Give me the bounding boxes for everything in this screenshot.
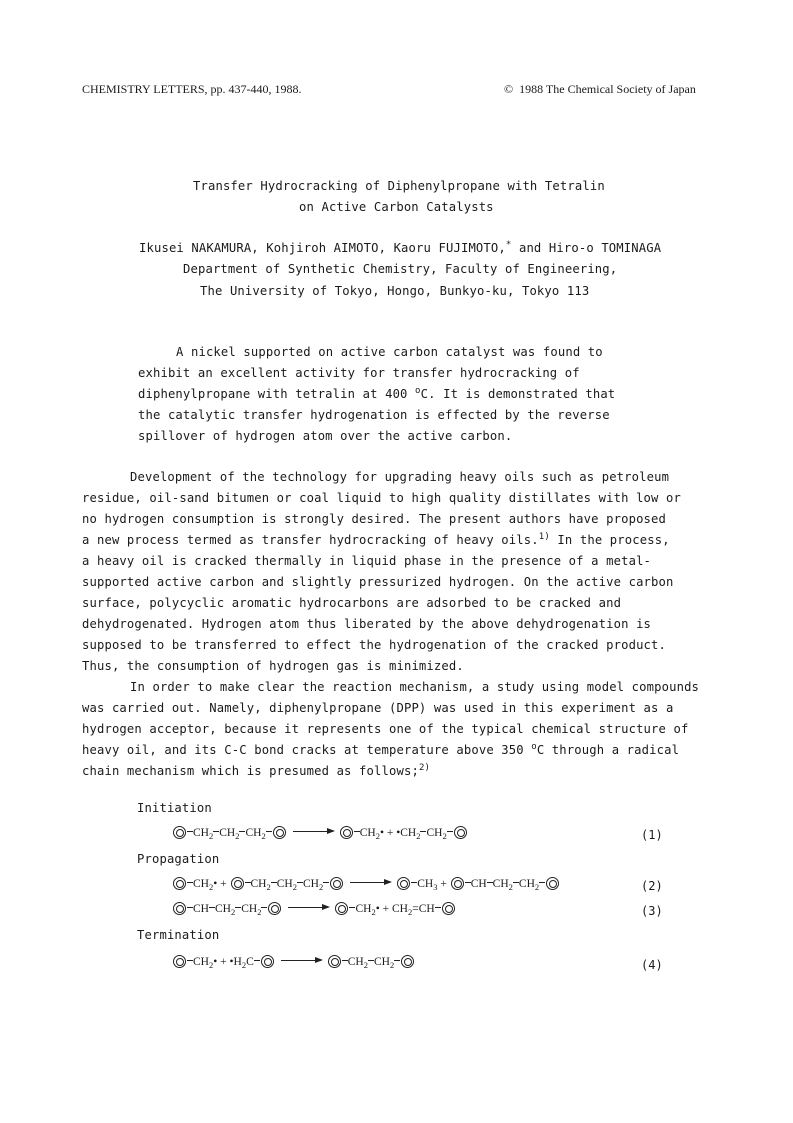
benzene-ring-icon (340, 826, 353, 839)
reaction-arrow-icon (293, 831, 333, 832)
author-names: Ikusei NAKAMURA, Kohjiroh AIMOTO, Kaoru FUJIMOTO, (139, 241, 506, 255)
body-p1-line-3: no hydrogen consumption is strongly desired. The present authors have proposed (82, 512, 667, 526)
body-p1-line-10: Thus, the consumption of hydrogen gas is minimized. (82, 659, 464, 673)
benzene-ring-icon (173, 877, 186, 890)
benzene-ring-icon (442, 902, 455, 915)
body-p2-line-4: heavy oil, and its C-C bond cracks at temperature above 350 $^o$C through a radical (82, 742, 680, 757)
copyright-icon: © (504, 82, 514, 96)
scheme-propagation-label: Propagation (137, 852, 220, 866)
degree-symbol: o (531, 742, 537, 752)
benzene-ring-icon (451, 877, 464, 890)
body-p2-line-1: In order to make clear the reaction mechanism, a study using model compounds (130, 680, 700, 694)
abstract-line-1: A nickel supported on active carbon catalyst was found to (176, 345, 603, 359)
title-line-2: on Active Carbon Catalysts (299, 200, 494, 214)
benzene-ring-icon (401, 955, 414, 968)
body-p1-line-8: dehydrogenated. Hydrogen atom thus liberated by the above dehydrogenation is (82, 617, 652, 631)
author-names-tail: and Hiro-o TOMINAGA (511, 241, 662, 255)
benzene-ring-icon (173, 955, 186, 968)
benzene-ring-icon (335, 902, 348, 915)
body-p1-line-1: Development of the technology for upgrading heavy oils such as petroleum (130, 470, 670, 484)
benzene-ring-icon (273, 826, 286, 839)
benzene-ring-icon (454, 826, 467, 839)
benzene-ring-icon (546, 877, 559, 890)
body-p2-line-3: hydrogen acceptor, because it represents one of the typical chemical structure of (82, 722, 689, 736)
degree-symbol: o (415, 386, 421, 396)
equation-number-3: (3) (641, 904, 663, 918)
reaction-1: $CH_2$ $CH_2$ $CH_2$ $CH_2•$ + $•CH_2$ $CH_2$ (172, 826, 468, 839)
reaction-2: $CH_2• + CH_2$ $CH_2$ $CH_2$ $CH_3$ + CH $CH_2$ $CH_2$ (172, 877, 560, 890)
benzene-ring-icon (268, 902, 281, 915)
benzene-ring-icon (328, 955, 341, 968)
abstract-line-3: diphenylpropane with tetralin at 400 $^o$C. It is demonstrated that (138, 386, 616, 401)
reaction-4: $CH_2•$ + $•H_2C$ $CH_2$ $CH_2$ (172, 955, 415, 968)
copyright-notice (504, 82, 696, 97)
abstract-line-5: spillover of hydrogen atom over the active carbon. (138, 429, 513, 443)
equation-number-2: (2) (641, 879, 663, 893)
body-p1-line-5: a heavy oil is cracked thermally in liquid phase in the presence of a metal- (82, 554, 652, 568)
body-p2-line-5: chain mechanism which is presumed as follows;$^{2)}$ (82, 763, 431, 778)
benzene-ring-icon (330, 877, 343, 890)
affiliation-line-2: The University of Tokyo, Hongo, Bunkyo-ku, Tokyo 113 (200, 284, 590, 298)
corresponding-author-mark: * (505, 240, 512, 250)
body-p1-line-7: surface, polycyclic aromatic hydrocarbons are adsorbed to be cracked and (82, 596, 622, 610)
body-p1-line-6: supported active carbon and slightly pressurized hydrogen. On the active carbon (82, 575, 674, 589)
equation-number-1: (1) (641, 828, 663, 842)
body-p1-line-4: a new process termed as transfer hydrocracking of heavy oils.$^{1)}$ In the process, (82, 532, 670, 547)
reaction-arrow-icon (281, 960, 321, 961)
benzene-ring-icon (173, 826, 186, 839)
scheme-initiation-label: Initiation (137, 801, 212, 815)
abstract-line-4: the catalytic transfer hydrogenation is effected by the reverse (138, 408, 610, 422)
title-line-1: Transfer Hydrocracking of Diphenylpropane with Tetralin (193, 179, 605, 193)
reference-1: 1) (538, 532, 550, 542)
benzene-ring-icon (173, 902, 186, 915)
affiliation-line-1: Department of Synthetic Chemistry, Faculty of Engineering, (183, 262, 618, 276)
reaction-arrow-icon (288, 907, 328, 908)
reaction-3: CH $CH_2$ $CH_2$ $CH_2• + CH_2=CH$ (172, 902, 456, 915)
body-p1-line-2: residue, oil-sand bitumen or coal liquid to high quality distillates with low or (82, 491, 681, 505)
equation-number-4: (4) (641, 958, 663, 972)
benzene-ring-icon (397, 877, 410, 890)
scheme-termination-label: Termination (137, 928, 220, 942)
benzene-ring-icon (231, 877, 244, 890)
reference-2: 2) (418, 763, 431, 773)
abstract-line-2: exhibit an excellent activity for transfer hydrocracking of (138, 366, 580, 380)
benzene-ring-icon (261, 955, 274, 968)
copyright-text: 1988 The Chemical Society of Japan (519, 82, 696, 96)
body-p2-line-2: was carried out. Namely, diphenylpropane (DPP) was used in this experiment as a (82, 701, 674, 715)
author-list (139, 241, 661, 255)
reaction-arrow-icon (350, 882, 390, 883)
body-p1-line-9: supposed to be transferred to effect the hydrogenation of the cracked product. (82, 638, 667, 652)
journal-header: CHEMISTRY LETTERS, pp. 437-440, 1988. (82, 82, 302, 96)
